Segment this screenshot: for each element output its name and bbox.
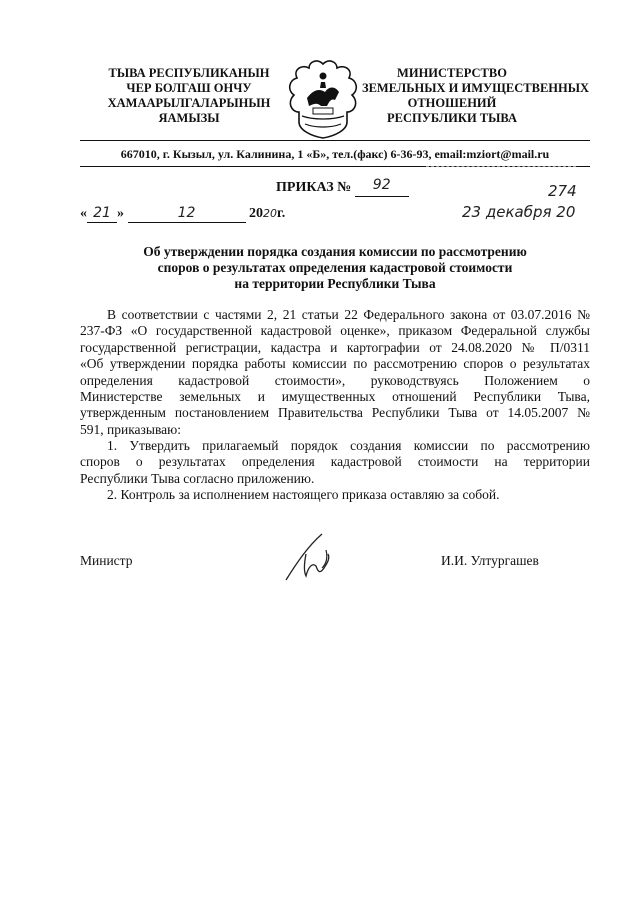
date-month-handwritten: 12 (177, 205, 196, 221)
order-number-field (355, 179, 409, 197)
order-label: ПРИКАЗ № (276, 180, 352, 195)
title-line: Об утверждении порядка создания комиссии по рассмотрению (143, 244, 527, 259)
date-close-quote: » (117, 206, 124, 221)
registration-stamp (426, 166, 576, 226)
header-divider (80, 140, 590, 141)
preamble-line: «Об утверждении порядка работы комиссии по рассмотрению споров о результатах (80, 356, 590, 372)
stamp-date: 23 декабря 20 (462, 203, 576, 221)
order-date (80, 205, 285, 223)
preamble-line: 591, приказываю: (80, 421, 181, 437)
order-item-2 (80, 487, 590, 503)
title-line: на территории Республики Тыва (234, 276, 436, 291)
date-year-prefix: 20 (249, 206, 263, 221)
header-right-org-name (362, 66, 590, 126)
header-right-line: РЕСПУБЛИКИ ТЫВА (387, 111, 517, 125)
contact-line: 667010, г. Кызыл, ул. Калинина, 1 «Б», тел.(факс) 6-36-93, email:mziort@mail.ru (120, 147, 550, 161)
preamble-line: 237-ФЗ «О государственной кадастровой оценке», приказом Федеральной службы (80, 323, 590, 339)
item1-line: Республики Тыва согласно приложению. (80, 470, 315, 486)
date-day-handwritten: 21 (93, 205, 111, 221)
date-open-quote: « (80, 206, 87, 221)
header-right-line: ЗЕМЕЛЬНЫХ И ИМУЩЕСТВЕННЫХ (362, 81, 590, 95)
signatory-position: Министр (80, 553, 133, 568)
order-item-1 (80, 438, 590, 487)
preamble-line: определения кадастровой стоимости», руководствуясь Положением о (80, 372, 590, 388)
date-month-field (128, 205, 246, 223)
item2-line: 2. Контроль за исполнением настоящего приказа оставляю за собой. (107, 487, 500, 502)
order-number-handwritten: 92 (372, 177, 391, 193)
stamp-top-border (426, 166, 576, 167)
header-left-line: ХАМААРЫЛГАЛАРЫНЫН (107, 96, 271, 110)
preamble-paragraph (80, 307, 590, 438)
preamble-line: В соответствии с частями 2, 21 статьи 22 Федерального закона от 03.07.2016 № (107, 307, 590, 322)
coat-of-arms-emblem (285, 58, 361, 140)
header-left-line: ЧЕР БОЛГАШ ОНЧУ (126, 81, 252, 95)
header-right-line: МИНИСТЕРСТВО (397, 66, 507, 80)
date-day-field (87, 205, 117, 223)
title-line: споров о результатах определения кадастровой стоимости (157, 260, 513, 275)
handwritten-signature (282, 528, 344, 584)
preamble-line: Министерстве земельных и имущественных отношений Республики Тыва, (80, 389, 590, 405)
stamp-number: 274 (548, 182, 577, 200)
preamble-line: утвержденным постановлением Правительства Республики Тыва от 14.05.2007 № (80, 405, 590, 421)
order-title (80, 244, 590, 292)
signatory-name: И.И. Ултургашев (441, 553, 539, 568)
date-year-handwritten: 20 (263, 207, 277, 220)
order-heading (276, 179, 409, 197)
header-left-org-name (98, 66, 280, 126)
preamble-line: государственной регистрации, кадастра и картографии от 24.08.2020 № П/0311 (80, 339, 590, 355)
header-left-line: ЯАМЫЗЫ (158, 111, 220, 125)
item1-line: споров о результатах определения кадастровой стоимости на территории (80, 454, 590, 470)
header-right-line: ОТНОШЕНИЙ (407, 96, 497, 110)
item1-line: 1. Утвердить прилагаемый порядок создания комиссии по рассмотрению (107, 438, 590, 453)
header-left-line: ТЫВА РЕСПУБЛИКАНЫН (108, 66, 270, 80)
date-year-suffix: г. (277, 206, 286, 221)
